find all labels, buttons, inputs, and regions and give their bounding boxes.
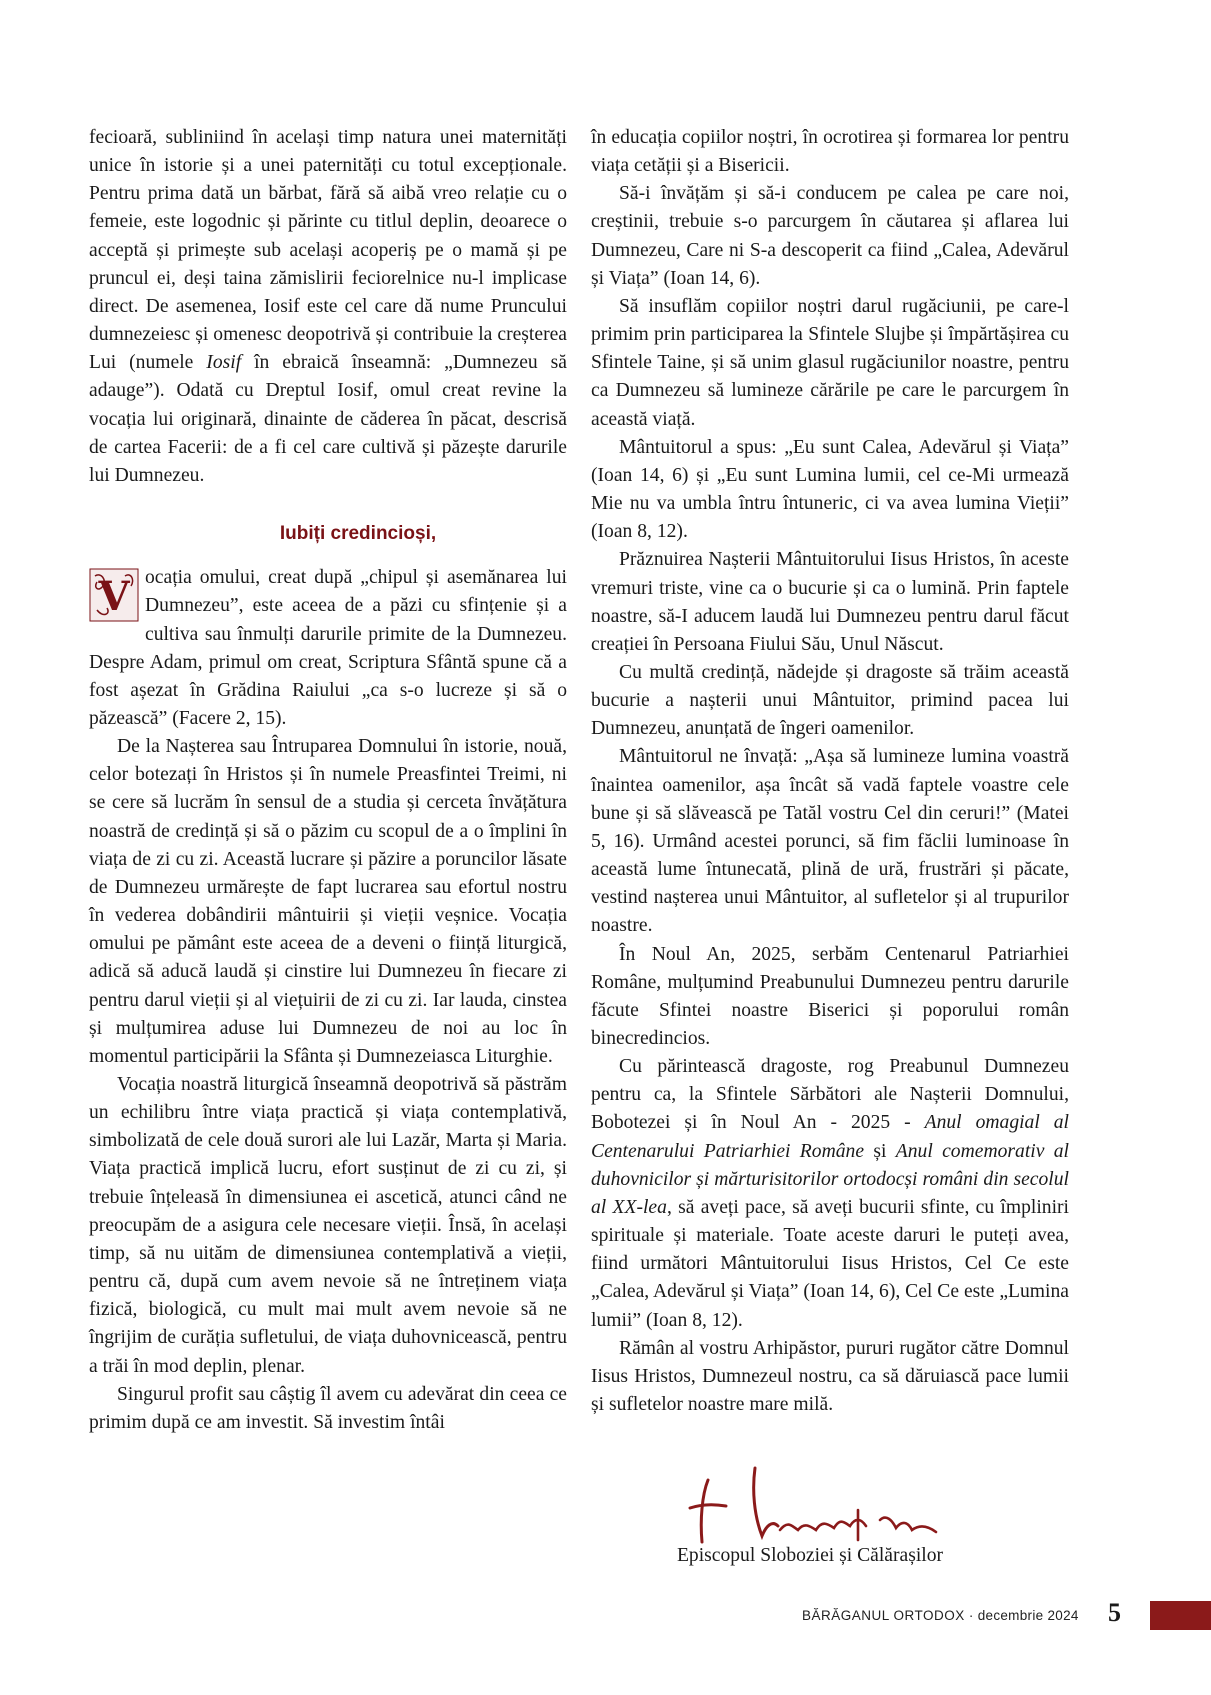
paragraph: De la Nașterea sau Întruparea Domnului în istorie, nouă, celor botezați în Hristos și în numele Preasfintei Treimi, ni se cere să lucrăm în sensul de a studia și cerceta învățătura noastră de credință și să o păzim cu scopul de a o împlini în viața de zi cu zi. Această lucrare și păzire a poruncilor lăsate de Dumnezeu urmărește de fapt lucrarea sau efortul nostru în vederea dobândirii mântuirii și vieții veșnice. Vocația omului pe pământ este aceea de a deveni o ființă liturgică, adică să aducă laudă și cinstire lui Dumnezeu în fiecare zi pentru darul vieții și al viețuirii de zi cu zi. Iar lauda, cinstea și mulțumirea aduse lui Dumnezeu de noi au loc în momentul participării la Sfânta și Dumnezeiasca Liturghie. bbox=[89, 736, 567, 1067]
magazine-title: BĂRĂGANUL ORTODOX bbox=[802, 1608, 965, 1623]
paragraph: Să insuflăm copiilor noștri darul rugăciunii, pe care-l primim prin participarea la Sfintele Slujbe și împărtășirea cu Sfintele Taine, și să unim glasul rugăciunilor noastre, pentru ca Dumnezeu să lumineze cărările pe care le parcurgem în această viață. bbox=[591, 295, 1069, 430]
decorative-bar bbox=[1150, 1601, 1211, 1630]
paragraph: Mântuitorul ne învață: „Așa să lumineze lumina voastră înaintea oamenilor, așa încât să vadă faptele voastre cele bune și să slăvească pe Tatăl vostru Cel din ceruri!” (Matei 5, 16). Urmând acestei porunci, să fim făclii luminoase în această lume întunecată, plină de ură, frustrări și păcate, vestind nașterea unui Mântuitor, al sufletelor și al trupurilor noastre. bbox=[591, 746, 1069, 937]
paragraph: în educația copiilor noștri, în ocrotirea și formarea lor pentru viața cetății și a Bisericii. bbox=[591, 127, 1069, 177]
page-footer: BĂRĂGANUL ORTODOX · decembrie 2024 bbox=[802, 1608, 1079, 1623]
issue-date: decembrie 2024 bbox=[977, 1608, 1079, 1623]
signature-title: Episcopul Sloboziei și Călărașilor bbox=[676, 1545, 944, 1566]
paragraph: Să-i învățăm și să-i conducem pe calea pe care noi, creștinii, trebuie s-o parcurgem în căutarea și aflarea lui Dumnezeu, Care ni S-a descoperit ca fiind „Calea, Adevărul și Viața” (Ioan 14, 6). bbox=[591, 183, 1069, 289]
paragraph: Cu multă credință, nădejde și dragoste să trăim această bucurie a nașterii unui Mântuitor, primind pacea lui Dumnezeu, anunțată de îngeri oamenilor. bbox=[591, 661, 1069, 740]
svg-text:V: V bbox=[98, 573, 130, 621]
paragraph: Prăznuirea Nașterii Mântuitorului Iisus Hristos, în aceste vremuri triste, vine ca o bucurie și ca o lumină. Prin faptele noastre, să-I aducem laudă lui Dumnezeu pentru darul făcut creației în Persoana Fiului Său, Unul Născut. bbox=[591, 549, 1069, 655]
paragraph: V ocația omului, creat după „chipul și asemănarea lui Dumnezeu”, este aceea de a păzi cu sfințenie și a cultiva sau înmulți darurile primite de la Dumnezeu. Despre Adam, primul om creat, Scriptura Sfântă spune că a fost așezat în Grădina Raiului „ca s-o lucreze și să o păzească” (Facere 2, 15). bbox=[89, 567, 567, 729]
right-column bbox=[591, 124, 1069, 1419]
paragraph: Cu părintească dragoste, rog Preabunul Dumnezeu pentru ca, la Sfintele Sărbători ale Nașterii Domnului, Bobotezei și în Noul An - 2025 - Anul omagial al Centenarului Patriarhiei Române și Anul comemorativ al duhovnicilor și mărturisitorilor ortodocși români din secolul al XX-lea, să aveți pace, să aveți bucurii sfinte, cu împliniri spirituale și materiale. Toate aceste daruri le puteți avea, fiind următori Mântuitorului Iisus Hristos, Cel Ce este „Calea, Adevărul și Viața” (Ioan 14, 6), Cel Ce este „Lumina lumii” (Ioan 8, 12). bbox=[591, 1056, 1069, 1331]
page-number: 5 bbox=[1108, 1598, 1121, 1627]
left-column bbox=[89, 124, 567, 1437]
ornamental-dropcap bbox=[89, 568, 139, 622]
paragraph: Vocația noastră liturgică înseamnă deopotrivă să păstrăm un echilibru între viața practică și viața contemplativă, simbolizată de cele două surori ale lui Lazăr, Marta și Maria. Viața practică implică lucru, efort susținut de zi cu zi, și trebuie înțeleasă în dimensiunea ei ascetică, atunci când ne preocupăm de a asigura cele necesare vieții. Însă, în același timp, să nu uităm de dimensiunea contemplativă a vieții, pentru că, după cum avem nevoie să ne întreținem viața fizică, biologică, cu mult mai mult avem nevoie să ne îngrijim de curăția sufletului, de viața duhovnicească, pentru a trăi în mod deplin, plenar. bbox=[89, 1074, 567, 1377]
section-heading: Iubiți credincioși, bbox=[279, 523, 437, 545]
paragraph: fecioară, subliniind în același timp natura unei maternități unice în istorie și a unei paternități cu totul excepționale. Pentru prima dată un bărbat, fără să aibă vreo relație cu o femeie, este logodnic și părinte cu titlul deplin, deoarece o acceptă și primește sub același acoperiș pe o mamă și pe pruncul ei, deși taina zămislirii feciorelnice nu-l implicase direct. De asemenea, Iosif este cel care dă nume Pruncului dumnezeiesc și omenesc deopotrivă și contribuie la creșterea Lui (numele Iosif în ebraică înseamnă: „Dumnezeu să adauge”). Odată cu Dreptul Iosif, omul creat revine la vocația lui originară, dinainte de căderea în păcat, descrisă de cartea Facerii: de a fi cel care cultivă și păzește darurile lui Dumnezeu. bbox=[89, 127, 567, 486]
paragraph: Mântuitorul a spus: „Eu sunt Calea, Adevărul și Viața” (Ioan 14, 6) și „Eu sunt Lumina lumii, cel ce-Mi urmează Mie nu va umbla întru întuneric, ci va avea lumina Vieții” (Ioan 8, 12). bbox=[591, 436, 1069, 543]
paragraph: Singurul profit sau câștig îl avem cu adevărat din ceea ce primim după ce am investit. Să investim întâi bbox=[89, 1383, 567, 1433]
paragraph: Rămân al vostru Arhipăstor, pururi rugător către Domnul Iisus Hristos, Dumnezeul nostru, ca să dăruiască pace lumii și sufletelor noastre mare milă. bbox=[591, 1337, 1069, 1416]
paragraph: În Noul An, 2025, serbăm Centenarul Patriarhiei Române, mulțumind Preabunului Dumnezeu pentru darurile făcute Sfintei noastre Biserici și poporului român binecredincios. bbox=[591, 943, 1069, 1049]
